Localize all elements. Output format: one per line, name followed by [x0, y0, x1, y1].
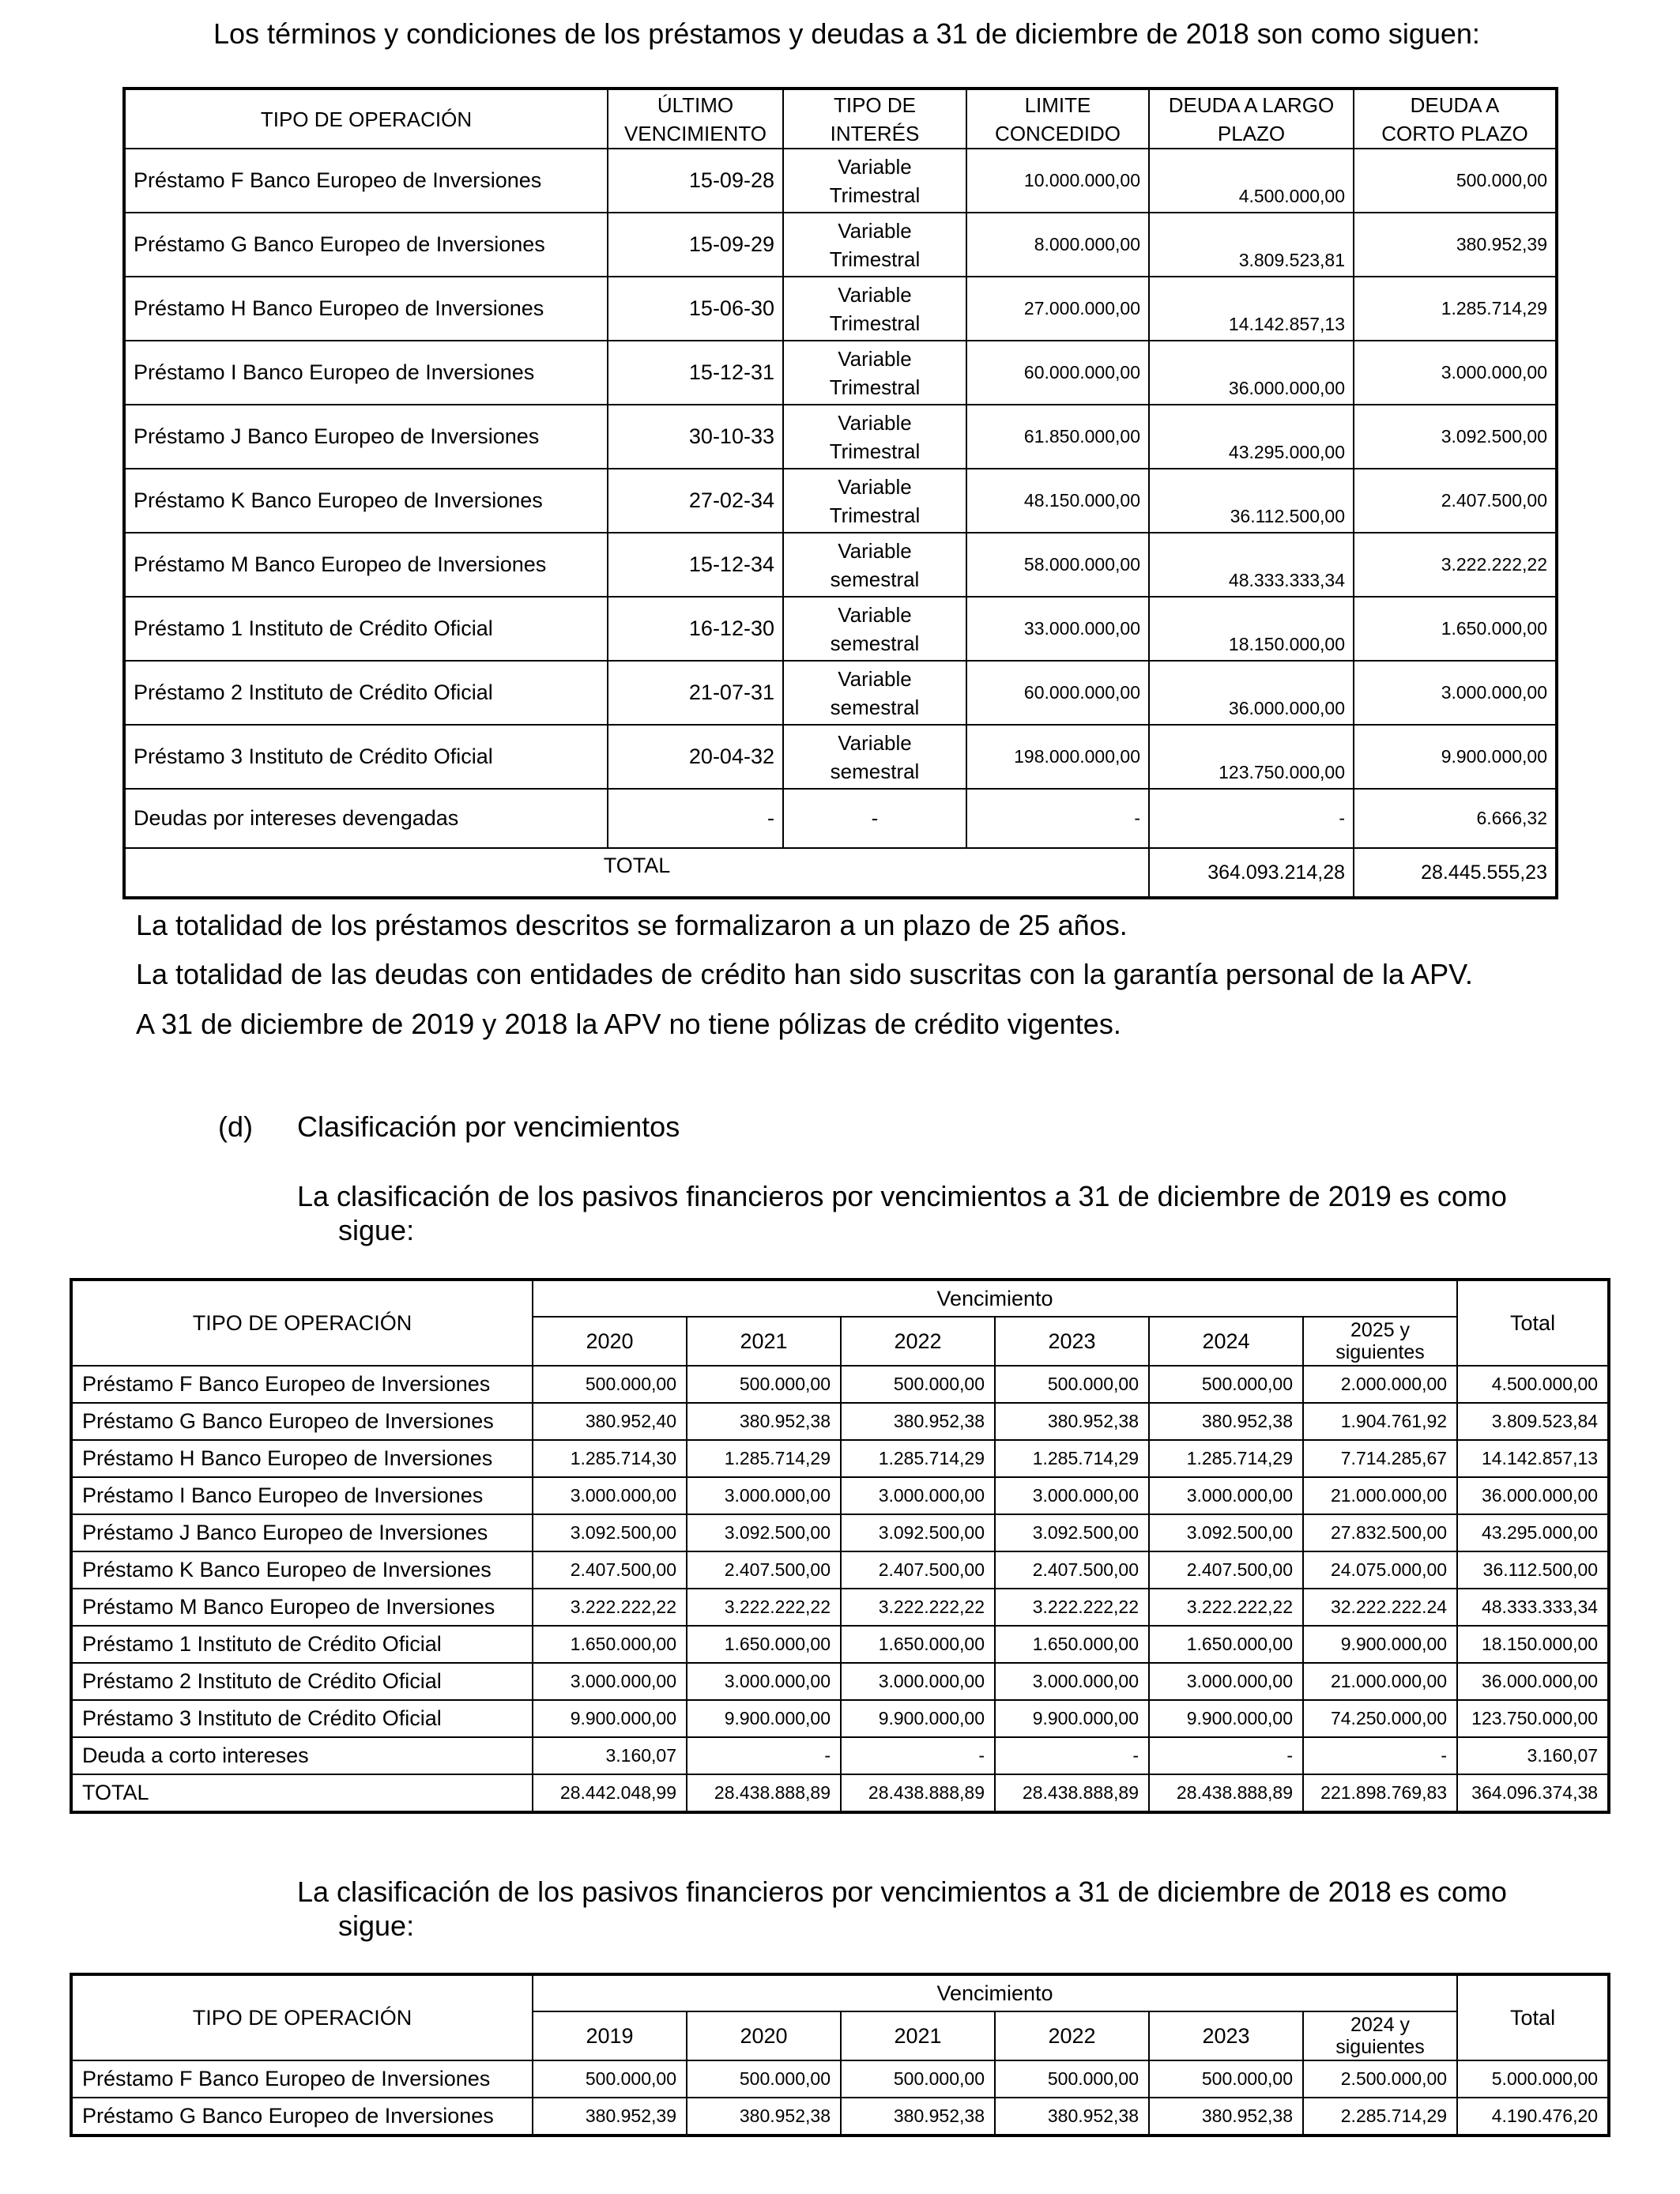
header-total: Total [1457, 1974, 1609, 2060]
row-rate: Variable semestral [783, 533, 966, 597]
row-value: 5.000.000,00 [1457, 2060, 1609, 2098]
row-value: 1.285.714,30 [533, 1440, 687, 1477]
row-date: 16-12-30 [608, 597, 783, 661]
row-value: 3.000.000,00 [687, 1477, 841, 1514]
row-value: 4.190.476,20 [1457, 2098, 1609, 2136]
header-vencimiento: Vencimiento [533, 1280, 1457, 1317]
row-value: 380.952,38 [1149, 2098, 1303, 2136]
row-value: 3.809.523,84 [1457, 1403, 1609, 1440]
terms-header-row [124, 89, 1557, 149]
header-tipo: TIPO DE OPERACIÓN [124, 89, 608, 149]
row-value: 1.904.761,92 [1303, 1403, 1457, 1440]
row-value: 364.096.374,38 [1457, 1774, 1609, 1812]
maturity-row [71, 1440, 1609, 1477]
row-name: Préstamo 1 Instituto de Crédito Oficial [71, 1626, 533, 1663]
row-rate: Variable semestral [783, 725, 966, 789]
row-value: 2.285.714,29 [1303, 2098, 1457, 2136]
header-year: 2021 [687, 1317, 841, 1366]
terms-row [124, 341, 1557, 405]
row-value: 2.500.000,00 [1303, 2060, 1457, 2098]
header-year: 2023 [1149, 2011, 1303, 2060]
row-value: 123.750.000,00 [1457, 1700, 1609, 1737]
row-long: 36.000.000,00 [1149, 661, 1354, 725]
row-value: 9.900.000,00 [841, 1700, 995, 1737]
row-value: 32.222.222.24 [1303, 1589, 1457, 1626]
row-date: 27-02-34 [608, 469, 783, 533]
total-short: 28.445.555,23 [1354, 848, 1557, 898]
row-value: 2.407.500,00 [533, 1551, 687, 1589]
row-long: 36.112.500,00 [1149, 469, 1354, 533]
intro-text: Los términos y condiciones de los préstamos y deudas a 31 de diciembre de 2018 son como siguen: [213, 17, 1480, 50]
row-value: 1.650.000,00 [533, 1626, 687, 1663]
header-tipo: TIPO DE OPERACIÓN [71, 1974, 533, 2060]
row-value: 2.407.500,00 [995, 1551, 1149, 1589]
header-year: 2020 [687, 2011, 841, 2060]
row-value: 36.112.500,00 [1457, 1551, 1609, 1589]
maturity-row [71, 2060, 1609, 2098]
row-name: Préstamo F Banco Europeo de Inversiones [124, 149, 608, 213]
row-date: 15-12-34 [608, 533, 783, 597]
row-rate: Variable Trimestral [783, 405, 966, 469]
row-long: 36.000.000,00 [1149, 341, 1354, 405]
paragraph-1: La totalidad de los préstamos descritos se formalizaron a un plazo de 25 años. [136, 909, 1128, 941]
row-value: - [841, 1737, 995, 1774]
row-value: - [687, 1737, 841, 1774]
row-value: 21.000.000,00 [1303, 1663, 1457, 1700]
row-limit: - [966, 789, 1149, 848]
maturity-row [71, 1700, 1609, 1737]
row-value: 3.000.000,00 [1149, 1663, 1303, 1700]
row-value: 3.222.222,22 [995, 1589, 1149, 1626]
header-year: 2019 [533, 2011, 687, 2060]
row-short: 380.952,39 [1354, 213, 1557, 277]
row-value: 43.295.000,00 [1457, 1514, 1609, 1551]
row-value: 2.000.000,00 [1303, 1366, 1457, 1403]
header-year: 2021 [841, 2011, 995, 2060]
row-value: 3.160,07 [1457, 1737, 1609, 1774]
row-limit: 8.000.000,00 [966, 213, 1149, 277]
maturity-row [71, 1403, 1609, 1440]
row-value: 3.000.000,00 [841, 1663, 995, 1700]
row-value: 14.142.857,13 [1457, 1440, 1609, 1477]
section-letter: (d) [218, 1110, 253, 1143]
terms-row [124, 405, 1557, 469]
row-value: 48.333.333,34 [1457, 1589, 1609, 1626]
row-value: 3.000.000,00 [533, 1477, 687, 1514]
row-value: 2.407.500,00 [841, 1551, 995, 1589]
row-value: 3.000.000,00 [841, 1477, 995, 1514]
row-long: 14.142.857,13 [1149, 277, 1354, 341]
row-date: 21-07-31 [608, 661, 783, 725]
row-value: 3.000.000,00 [995, 1477, 1149, 1514]
maturity-row [71, 1589, 1609, 1626]
row-short: 3.222.222,22 [1354, 533, 1557, 597]
row-long: - [1149, 789, 1354, 848]
row-value: 27.832.500,00 [1303, 1514, 1457, 1551]
row-value: 28.438.888,89 [841, 1774, 995, 1812]
row-name: Préstamo M Banco Europeo de Inversiones [124, 533, 608, 597]
row-value: 4.500.000,00 [1457, 1366, 1609, 1403]
header-year-last: 2025 y siguientes [1303, 1317, 1457, 1366]
terms-row [124, 149, 1557, 213]
row-value: 380.952,38 [841, 1403, 995, 1440]
row-value: 1.650.000,00 [1149, 1626, 1303, 1663]
header-interes: TIPO DE INTERÉS [783, 89, 966, 149]
row-date: 15-09-29 [608, 213, 783, 277]
maturity-row [71, 1626, 1609, 1663]
row-short: 500.000,00 [1354, 149, 1557, 213]
row-value: 28.438.888,89 [1149, 1774, 1303, 1812]
row-name: Préstamo J Banco Europeo de Inversiones [71, 1514, 533, 1551]
row-short: 3.000.000,00 [1354, 661, 1557, 725]
row-value: 500.000,00 [687, 2060, 841, 2098]
row-name: Préstamo G Banco Europeo de Inversiones [124, 213, 608, 277]
text-2019: La clasificación de los pasivos financieros por vencimientos a 31 de diciembre de 2019 es como sigue: [297, 1180, 1507, 1246]
row-name: Préstamo H Banco Europeo de Inversiones [71, 1440, 533, 1477]
row-long: 3.809.523,81 [1149, 213, 1354, 277]
row-limit: 60.000.000,00 [966, 661, 1149, 725]
row-name: Préstamo 1 Instituto de Crédito Oficial [124, 597, 608, 661]
row-value: 9.900.000,00 [533, 1700, 687, 1737]
row-value: - [995, 1737, 1149, 1774]
maturity-row [71, 2098, 1609, 2136]
row-value: 3.000.000,00 [687, 1663, 841, 1700]
row-value: 500.000,00 [995, 1366, 1149, 1403]
row-value: 500.000,00 [687, 1366, 841, 1403]
row-name: Préstamo 3 Instituto de Crédito Oficial [124, 725, 608, 789]
row-name: Préstamo 3 Instituto de Crédito Oficial [71, 1700, 533, 1737]
maturity-row [71, 1774, 1609, 1812]
row-rate: Variable Trimestral [783, 213, 966, 277]
maturity-row [71, 1663, 1609, 1700]
terms-interest-row [124, 789, 1557, 848]
row-value: 380.952,38 [995, 1403, 1149, 1440]
row-value: - [1149, 1737, 1303, 1774]
maturity-row [71, 1477, 1609, 1514]
row-value: 500.000,00 [841, 2060, 995, 2098]
row-value: 380.952,40 [533, 1403, 687, 1440]
header-limite: LIMITE CONCEDIDO [966, 89, 1149, 149]
total-label: TOTAL [124, 848, 1149, 898]
row-value: 3.092.500,00 [841, 1514, 995, 1551]
row-value: 500.000,00 [995, 2060, 1149, 2098]
row-value: 21.000.000,00 [1303, 1477, 1457, 1514]
row-limit: 48.150.000,00 [966, 469, 1149, 533]
row-value: 3.222.222,22 [841, 1589, 995, 1626]
row-value: 1.285.714,29 [1149, 1440, 1303, 1477]
row-value: 3.092.500,00 [995, 1514, 1149, 1551]
row-short: 1.285.714,29 [1354, 277, 1557, 341]
row-rate: - [783, 789, 966, 848]
row-value: 18.150.000,00 [1457, 1626, 1609, 1663]
row-value: 380.952,38 [841, 2098, 995, 2136]
header-year: 2022 [995, 2011, 1149, 2060]
row-date: 15-12-31 [608, 341, 783, 405]
row-value: 500.000,00 [841, 1366, 995, 1403]
row-value: 380.952,38 [1149, 1403, 1303, 1440]
terms-total-row [124, 848, 1557, 898]
terms-row [124, 661, 1557, 725]
row-value: 3.092.500,00 [1149, 1514, 1303, 1551]
row-name: Préstamo F Banco Europeo de Inversiones [71, 1366, 533, 1403]
text-2018: La clasificación de los pasivos financieros por vencimientos a 31 de diciembre de 2018 es como sigue: [297, 1875, 1507, 1942]
row-value: 3.000.000,00 [995, 1663, 1149, 1700]
row-limit: 198.000.000,00 [966, 725, 1149, 789]
row-value: 74.250.000,00 [1303, 1700, 1457, 1737]
row-date: 15-06-30 [608, 277, 783, 341]
row-short: 6.666,32 [1354, 789, 1557, 848]
row-name: Préstamo J Banco Europeo de Inversiones [124, 405, 608, 469]
row-date: 30-10-33 [608, 405, 783, 469]
row-value: 36.000.000,00 [1457, 1663, 1609, 1700]
row-value: 24.075.000,00 [1303, 1551, 1457, 1589]
maturity-row [71, 1366, 1609, 1403]
row-value: 9.900.000,00 [687, 1700, 841, 1737]
terms-row [124, 277, 1557, 341]
row-value: 1.285.714,29 [995, 1440, 1149, 1477]
terms-row [124, 213, 1557, 277]
maturity-row [71, 1551, 1609, 1589]
row-long: 43.295.000,00 [1149, 405, 1354, 469]
row-name: Préstamo H Banco Europeo de Inversiones [124, 277, 608, 341]
row-value: 9.900.000,00 [1303, 1626, 1457, 1663]
header-year: 2023 [995, 1317, 1149, 1366]
terms-row [124, 469, 1557, 533]
row-value: 380.952,38 [687, 2098, 841, 2136]
row-name: Deuda a corto intereses [71, 1737, 533, 1774]
row-value: 1.650.000,00 [995, 1626, 1149, 1663]
row-date: 15-09-28 [608, 149, 783, 213]
header-tipo: TIPO DE OPERACIÓN [71, 1280, 533, 1366]
row-short: 9.900.000,00 [1354, 725, 1557, 789]
row-value: 7.714.285,67 [1303, 1440, 1457, 1477]
row-value: 28.442.048,99 [533, 1774, 687, 1812]
row-value: 3.222.222,22 [533, 1589, 687, 1626]
row-value: 1.285.714,29 [687, 1440, 841, 1477]
row-value: 28.438.888,89 [687, 1774, 841, 1812]
row-value: 380.952,38 [995, 2098, 1149, 2136]
row-value: 3.000.000,00 [533, 1663, 687, 1700]
section-title: Clasificación por vencimientos [297, 1110, 680, 1143]
terms-row [124, 533, 1557, 597]
row-long: 18.150.000,00 [1149, 597, 1354, 661]
row-value: 500.000,00 [533, 2060, 687, 2098]
row-long: 4.500.000,00 [1149, 149, 1354, 213]
header-year: 2020 [533, 1317, 687, 1366]
paragraph-2: La totalidad de las deudas con entidades de crédito han sido suscritas con la garantía personal de la APV. [136, 958, 1473, 990]
row-name: Deudas por intereses devengadas [124, 789, 608, 848]
row-value: - [1303, 1737, 1457, 1774]
row-value: 380.952,38 [687, 1403, 841, 1440]
row-value: 2.407.500,00 [687, 1551, 841, 1589]
row-short: 1.650.000,00 [1354, 597, 1557, 661]
row-value: 2.407.500,00 [1149, 1551, 1303, 1589]
row-name: Préstamo G Banco Europeo de Inversiones [71, 2098, 533, 2136]
row-date: 20-04-32 [608, 725, 783, 789]
row-date: - [608, 789, 783, 848]
row-value: 3.092.500,00 [533, 1514, 687, 1551]
row-name: Préstamo I Banco Europeo de Inversiones [124, 341, 608, 405]
header-largo: DEUDA A LARGO PLAZO [1149, 89, 1354, 149]
total-long: 364.093.214,28 [1149, 848, 1354, 898]
row-value: 3.000.000,00 [1149, 1477, 1303, 1514]
paragraph-3: A 31 de diciembre de 2019 y 2018 la APV no tiene pólizas de crédito vigentes. [136, 1008, 1121, 1040]
terms-row [124, 725, 1557, 789]
row-value: 1.650.000,00 [841, 1626, 995, 1663]
row-limit: 60.000.000,00 [966, 341, 1149, 405]
row-rate: Variable Trimestral [783, 277, 966, 341]
header-corto: DEUDA A CORTO PLAZO [1354, 89, 1557, 149]
row-long: 48.333.333,34 [1149, 533, 1354, 597]
row-short: 3.092.500,00 [1354, 405, 1557, 469]
row-name: Préstamo K Banco Europeo de Inversiones [71, 1551, 533, 1589]
row-name: TOTAL [71, 1774, 533, 1812]
row-limit: 33.000.000,00 [966, 597, 1149, 661]
row-name: Préstamo 2 Instituto de Crédito Oficial [71, 1663, 533, 1700]
row-value: 28.438.888,89 [995, 1774, 1149, 1812]
row-name: Préstamo 2 Instituto de Crédito Oficial [124, 661, 608, 725]
row-value: 500.000,00 [1149, 2060, 1303, 2098]
row-value: 9.900.000,00 [1149, 1700, 1303, 1737]
row-limit: 61.850.000,00 [966, 405, 1149, 469]
terms-row [124, 597, 1557, 661]
row-name: Préstamo M Banco Europeo de Inversiones [71, 1589, 533, 1626]
row-value: 221.898.769,83 [1303, 1774, 1457, 1812]
row-name: Préstamo F Banco Europeo de Inversiones [71, 2060, 533, 2098]
maturity-row [71, 1514, 1609, 1551]
row-value: 380.952,39 [533, 2098, 687, 2136]
header-year-last: 2024 y siguientes [1303, 2011, 1457, 2060]
row-short: 3.000.000,00 [1354, 341, 1557, 405]
row-value: 9.900.000,00 [995, 1700, 1149, 1737]
row-value: 3.092.500,00 [687, 1514, 841, 1551]
maturity-row [71, 1737, 1609, 1774]
row-value: 3.222.222,22 [687, 1589, 841, 1626]
maturity-table-2018 [70, 1973, 1610, 2137]
row-name: Préstamo I Banco Europeo de Inversiones [71, 1477, 533, 1514]
row-value: 3.160,07 [533, 1737, 687, 1774]
row-short: 2.407.500,00 [1354, 469, 1557, 533]
maturity-table-2019 [70, 1278, 1610, 1814]
row-name: Préstamo G Banco Europeo de Inversiones [71, 1403, 533, 1440]
row-rate: Variable Trimestral [783, 469, 966, 533]
row-name: Préstamo K Banco Europeo de Inversiones [124, 469, 608, 533]
header-year: 2022 [841, 1317, 995, 1366]
row-value: 1.650.000,00 [687, 1626, 841, 1663]
row-value: 500.000,00 [533, 1366, 687, 1403]
row-rate: Variable semestral [783, 661, 966, 725]
row-limit: 10.000.000,00 [966, 149, 1149, 213]
header-year: 2024 [1149, 1317, 1303, 1366]
header-total: Total [1457, 1280, 1609, 1366]
row-rate: Variable semestral [783, 597, 966, 661]
row-limit: 27.000.000,00 [966, 277, 1149, 341]
row-long: 123.750.000,00 [1149, 725, 1354, 789]
row-limit: 58.000.000,00 [966, 533, 1149, 597]
row-value: 1.285.714,29 [841, 1440, 995, 1477]
header-vencimiento: ÚLTIMO VENCIMIENTO [608, 89, 783, 149]
row-value: 500.000,00 [1149, 1366, 1303, 1403]
header-vencimiento: Vencimiento [533, 1974, 1457, 2011]
terms-table [122, 87, 1558, 899]
row-value: 3.222.222,22 [1149, 1589, 1303, 1626]
row-rate: Variable Trimestral [783, 341, 966, 405]
row-rate: Variable Trimestral [783, 149, 966, 213]
row-value: 36.000.000,00 [1457, 1477, 1609, 1514]
